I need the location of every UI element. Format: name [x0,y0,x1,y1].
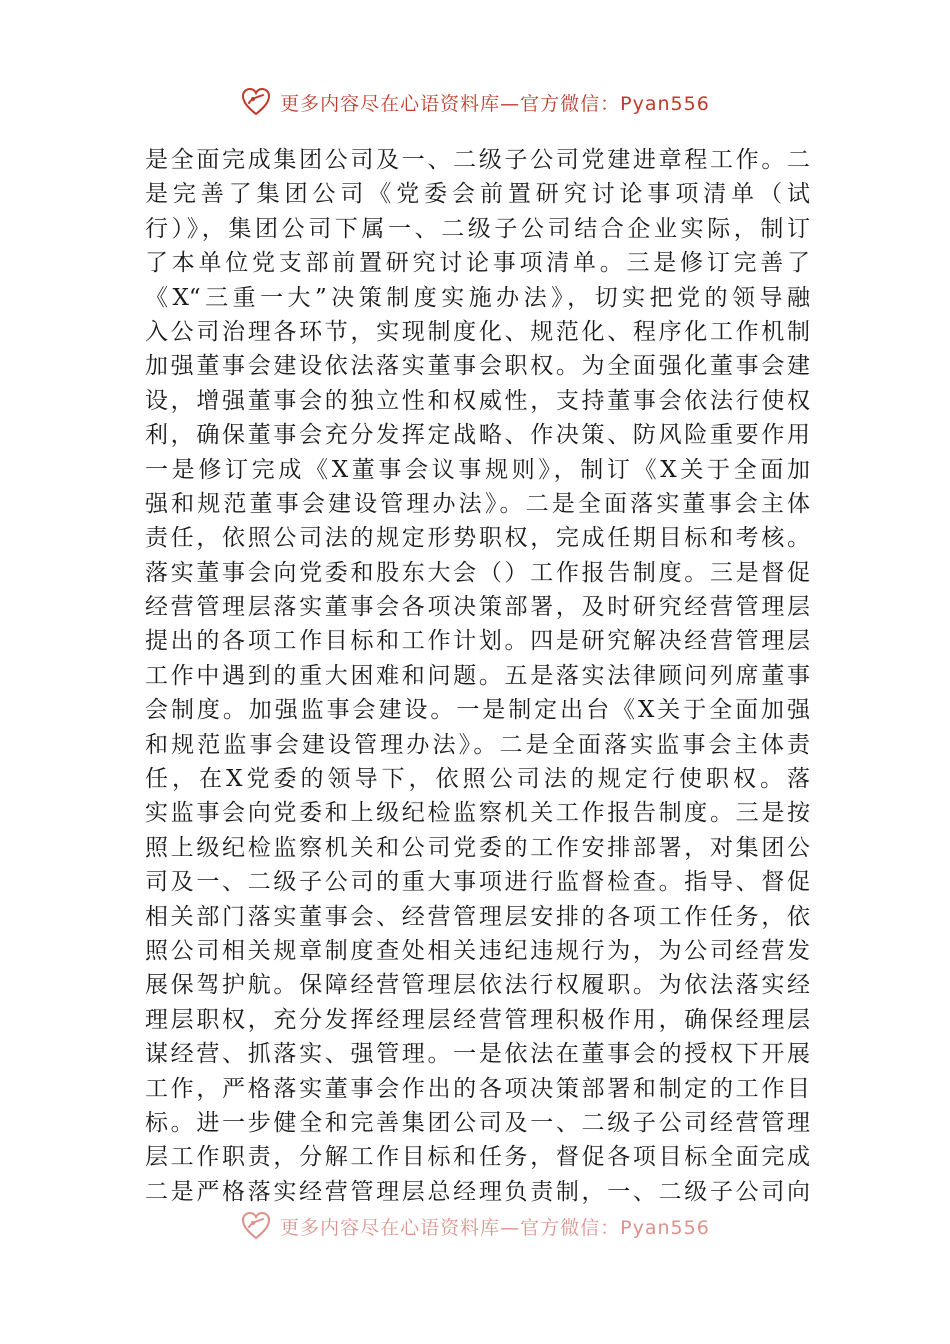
text-line: 强和规范董事会建设管理办法》。二是全面落实董事会主体 [145,490,810,517]
text-line: 《X“三重一大”决策制度实施办法》，切实把党的领导融 [145,284,810,311]
text-line: 入公司治理各环节，实现制度化、规范化、程序化工作机制 [145,318,810,345]
text-line: 理层职权，充分发挥经理层经营管理积极作用，确保经理层 [145,1006,810,1033]
text-line: 层工作职责，分解工作目标和任务，督促各项目标全面完成 [145,1144,810,1171]
text-line: 谋经营、抓落实、强管理。一是依法在董事会的授权下开展 [145,1041,810,1068]
text-line: 了本单位党支部前置研究讨论事项清单。三是修订完善了 [145,250,810,277]
heart-logo-icon [240,1210,272,1242]
document-body [145,143,810,1209]
text-line: 二是严格落实经营管理层总经理负责制，一、二级子公司向 [145,1178,810,1205]
text-line: 任，在X党委的领导下，依照公司法的规定行使职权。落 [145,766,810,793]
text-line: 行）》，集团公司下属一、二级子公司结合企业实际，制订 [145,215,810,242]
text-line: 落实董事会向党委和股东大会（）工作报告制度。三是督促 [145,559,810,586]
text-line: 标。进一步健全和完善集团公司及一、二级子公司经营管理 [145,1109,810,1136]
text-line: 相关部门落实董事会、经营管理层安排的各项工作任务，依 [145,903,810,930]
text-line: 工作中遇到的重大困难和问题。五是落实法律顾问列席董事 [145,662,810,689]
text-line: 会制度。加强监事会建设。一是制定出台《X关于全面加强 [145,697,810,724]
heart-logo-icon [240,86,272,118]
text-line: 照公司相关规章制度查处相关违纪违规行为，为公司经营发 [145,937,810,964]
text-line: 经营管理层落实董事会各项决策部署，及时研究经营管理层 [145,594,810,621]
text-line: 是全面完成集团公司及一、二级子公司党建进章程工作。二 [145,147,810,173]
watermark-footer [0,1208,950,1244]
text-line: 一是修订完成《X董事会议事规则》，制订《X关于全面加 [145,456,810,483]
text-line: 责任，依照公司法的规定形势职权，完成任期目标和考核。 [145,525,810,552]
text-line: 是完善了集团公司《党委会前置研究讨论事项清单（试 [145,181,810,208]
watermark-text: 更多内容尽在心语资料库—官方微信：Pyan556 [280,92,710,115]
text-line: 提出的各项工作目标和工作计划。四是研究解决经营管理层 [145,628,810,655]
text-line: 展保驾护航。保障经营管理层依法行权履职。为依法落实经 [145,972,810,999]
text-line: 实监事会向党委和上级纪检监察机关工作报告制度。三是按 [145,800,810,827]
text-line: 设，增强董事会的独立性和权威性，支持董事会依法行使权 [145,387,810,414]
text-line: 司及一、二级子公司的重大事项进行监督检查。指导、督促 [145,869,810,896]
text-line: 工作，严格落实董事会作出的各项决策部署和制定的工作目 [145,1075,810,1102]
text-line: 照上级纪检监察机关和公司党委的工作安排部署，对集团公 [145,834,810,861]
watermark-text: 更多内容尽在心语资料库—官方微信：Pyan556 [280,1216,710,1239]
watermark-header [0,84,950,120]
text-line: 利，确保董事会充分发挥定战略、作决策、防风险重要作用 [145,422,810,449]
text-line: 和规范监事会建设管理办法》。二是全面落实监事会主体责 [145,731,810,758]
text-line: 加强董事会建设依法落实董事会职权。为全面强化董事会建 [145,353,810,380]
